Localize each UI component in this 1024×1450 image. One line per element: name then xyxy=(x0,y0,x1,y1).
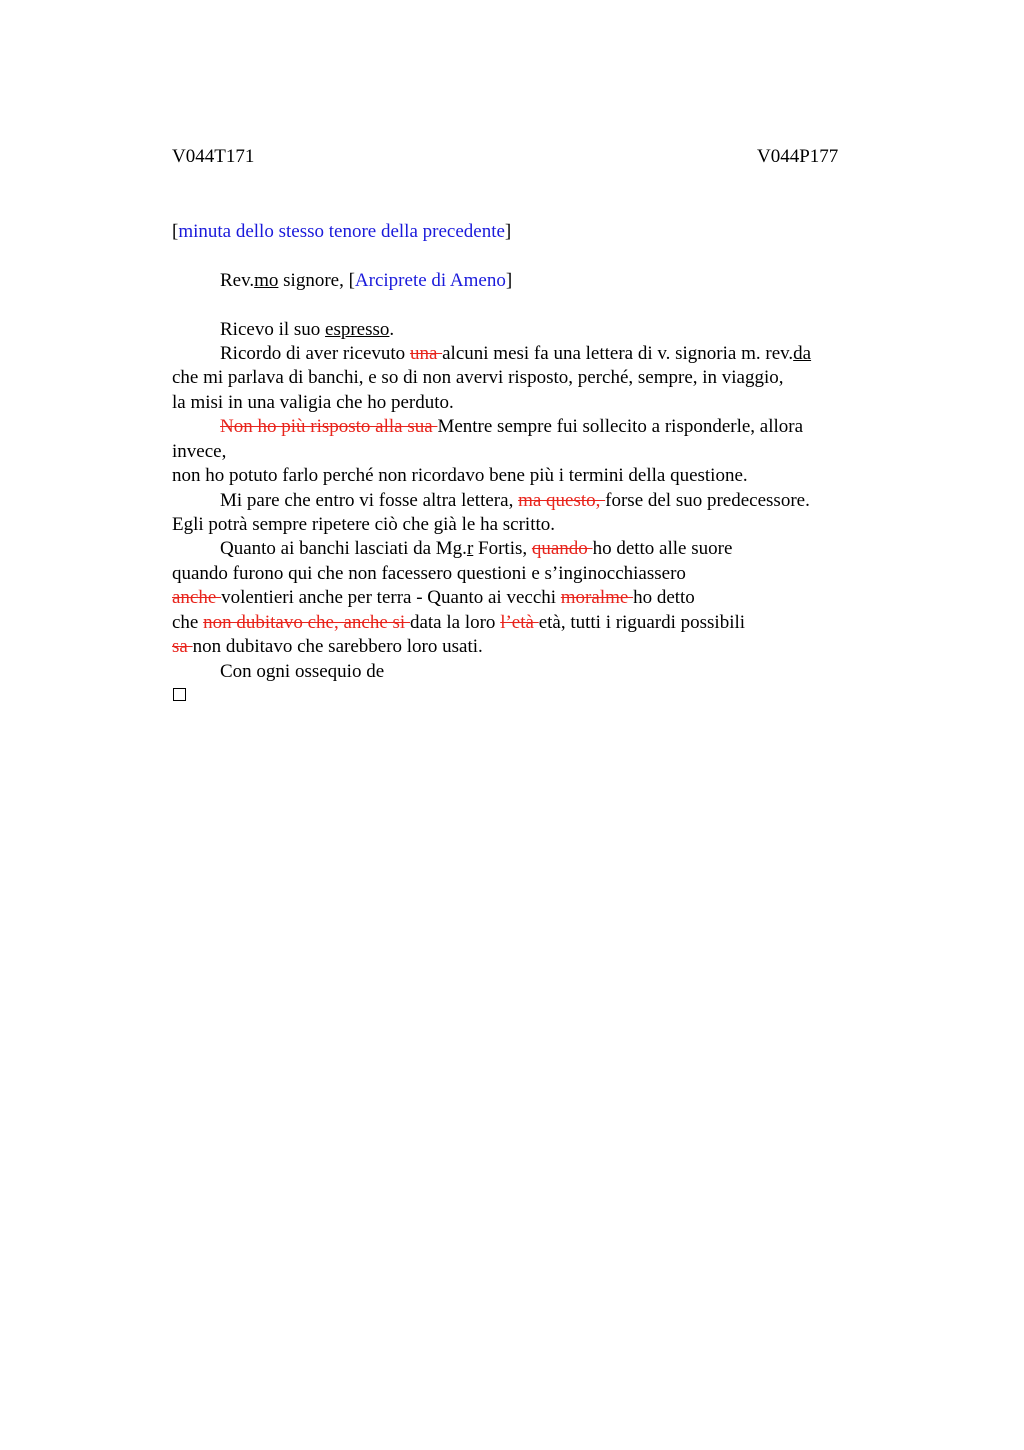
body-line-6: invece, xyxy=(172,441,227,462)
salutation-title: Rev. xyxy=(220,270,255,291)
document-code-left: V044T171 xyxy=(172,146,255,167)
text-span: che xyxy=(172,612,204,633)
closing-line: Con ogni ossequio de xyxy=(220,661,385,682)
body-line-8 xyxy=(220,489,810,513)
deleted-text: sa xyxy=(172,636,193,657)
text-span: forse del suo predecessore. xyxy=(605,490,810,511)
salutation-title-abbrev: mo xyxy=(254,270,279,291)
salutation xyxy=(220,269,512,293)
text-span: Ricevo il suo xyxy=(220,319,326,340)
text-span: . xyxy=(389,319,395,340)
text-span: Ricordo di aver ricevuto xyxy=(220,343,410,364)
body-line-2 xyxy=(220,342,811,366)
salutation-close-bracket: ] xyxy=(505,270,513,291)
body-line-13 xyxy=(172,611,745,635)
deleted-text: l’età xyxy=(500,612,539,633)
body-line-11: quando furono qui che non facessero questioni e s’inginocchiassero xyxy=(172,563,686,584)
text-span: Mentre sempre fui sollecito a risponderle, allora xyxy=(437,416,804,437)
note-open-bracket: [ xyxy=(172,221,179,242)
note-close-bracket: ] xyxy=(504,221,512,242)
body-line-5 xyxy=(220,415,803,439)
body-line-1 xyxy=(220,318,394,342)
checkbox-icon xyxy=(173,688,186,701)
body-line-9: Egli potrà sempre ripetere ciò che già le ha scritto. xyxy=(172,514,556,535)
body-line-12 xyxy=(172,586,695,610)
text-span: Quanto ai banchi lasciati da Mg. xyxy=(220,538,467,559)
document-code-right: V044P177 xyxy=(757,146,839,167)
text-span: ho detto alle suore xyxy=(592,538,733,559)
note-text: minuta dello stesso tenore della precedente xyxy=(178,221,505,242)
underlined-word: r xyxy=(466,538,474,559)
deleted-text: Non ho più risposto alla sua xyxy=(220,416,438,437)
body-line-10 xyxy=(220,537,732,561)
deleted-text: quando xyxy=(531,538,593,559)
deleted-text: non dubitavo che, anche si xyxy=(203,612,410,633)
text-span: Fortis, xyxy=(473,538,532,559)
deleted-text: moralme xyxy=(560,587,634,608)
deleted-text: ma questo, xyxy=(518,490,606,511)
text-span: non dubitavo che sarebbero loro usati. xyxy=(192,636,483,657)
deleted-text: anche xyxy=(172,587,222,608)
text-span: alcuni mesi fa una lettera di v. signoria m. rev. xyxy=(442,343,794,364)
body-line-7: non ho potuto farlo perché non ricordavo bene più i termini della questione. xyxy=(172,465,748,486)
deleted-text: una xyxy=(409,343,443,364)
text-span: volentieri anche per terra - Quanto ai vecchi xyxy=(221,587,561,608)
underlined-word: espresso xyxy=(325,319,390,340)
editorial-note xyxy=(172,220,511,244)
body-line-3: che mi parlava di banchi, e so di non avervi risposto, perché, sempre, in viaggio, xyxy=(172,367,784,388)
text-span: età, tutti i riguardi possibili xyxy=(538,612,746,633)
text-span: data la loro xyxy=(409,612,501,633)
salutation-recipient: Arciprete di Ameno xyxy=(354,270,506,291)
salutation-text: signore, [ xyxy=(278,270,355,291)
body-line-4: la misi in una valigia che ho perduto. xyxy=(172,392,454,413)
text-span: ho detto xyxy=(633,587,695,608)
text-span: Mi pare che entro vi fosse altra lettera, xyxy=(220,490,519,511)
underlined-word: da xyxy=(793,343,812,364)
body-line-14 xyxy=(172,635,483,659)
